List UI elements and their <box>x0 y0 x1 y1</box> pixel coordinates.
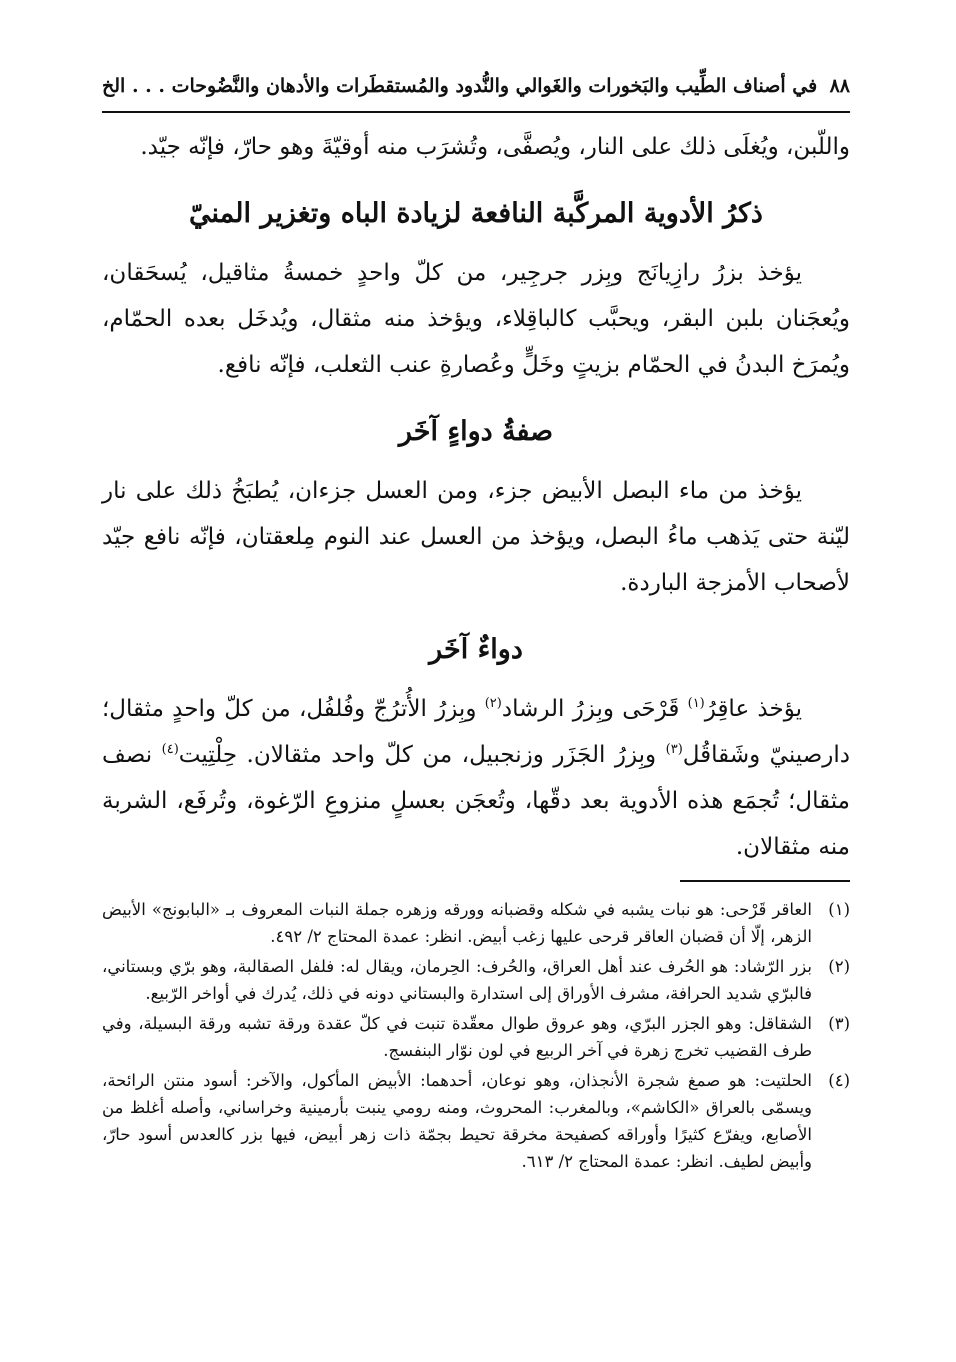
footnote-ref-4[interactable]: (٤) <box>161 742 179 757</box>
footnote-text: الحلتيت: هو صمغ شجرة الأنجذان، وهو نوعان، أحدهما: الأبيض المأكول، والآخر: أسود منتن الرائحة، ويسمّى بالعراق «الكاشم»، وبالمغرب: المحروث، ومنه رومي ينبت بأرمينية وخراساني، وأصله أغلظ من الأصابع، ويفرّع كثيرًا وأوراقه كصفيحة مخرقة تحيط بجمّة ذات زهر أبيض، فيها بزر كالعدس أسود حارّ، وأبيض لطيف. انظر: عمدة المحتاج ٢/ ٦١٣. <box>102 1071 812 1171</box>
running-header <box>102 66 850 106</box>
section-paragraph-3 <box>102 686 850 870</box>
section-paragraph-1: يؤخذ بزرُ رازِيانَج وبِزر جرجِير، من كلّ واحدٍ خمسةُ مثاقيل، يُسحَقان، ويُعجَنان بلبن البقر، ويحبَّب كالباقِلاء، ويؤخذ منه مثقال، ويُدخَل بعده الحمّام، ويُمرَخ البدنُ في الحمّام بزيتٍ وخَلٍّ وعُصارةِ عنب الثعلب، فإنّه نافع. <box>102 260 850 378</box>
footnote-number: (٣) <box>828 1014 850 1033</box>
footnote-ref-1[interactable]: (١) <box>687 696 705 711</box>
text-run: نصف مثقال؛ تُجمَع هذه الأدوية بعد دقّها، وتُعجَن بعسلٍ منزوعِ الرّغوة، وتُرفَع، الشربة منه مثقالان. <box>102 742 850 860</box>
text-run: يؤخذ عاقِرُ <box>704 696 803 722</box>
footnote-number: (٤) <box>828 1071 850 1090</box>
footnote-text: العاقر قَرْحى: هو نبات يشبه في شكله وقضبانه وورقه وزهره جملة النبات المعروف بـ «البابونج» الأبيض الزهر، إلّا أن قضبان العاقر قرحى عليها زغب أبيض. انظر: عمدة المحتاج ٢/ ٤٩٢. <box>102 900 812 946</box>
footnote-text: بزر الرّشاد: هو الحُرف عند أهل العراق، والحُرف: الحِرمان، ويقال له: فلفل الصقالبة، وهو برّي وبستاني، فالبرّي شديد الحرافة، مشرف الأوراق إلى استدارة والبستاني دونه في ذلك، يُدرك في أواخر الرّبيع. <box>102 957 812 1003</box>
header-divider <box>102 111 850 113</box>
footnote-item <box>102 1010 850 1064</box>
section-title-3: دواءٌ آخَر <box>429 634 523 665</box>
running-title: في أصناف الطِّيب والبَخورات والغَوالي والنُّدود والمُستقطَرات والأدهان والنَّضُوحات . . . الخ <box>102 75 818 97</box>
footnote-item <box>102 953 850 1007</box>
footnote-number: (١) <box>828 900 850 919</box>
footnotes <box>102 896 850 1178</box>
page-number: ٨٨ <box>829 75 850 97</box>
footnote-number: (٢) <box>828 957 850 976</box>
footnote-ref-3[interactable]: (٣) <box>665 742 683 757</box>
footnote-divider <box>680 880 850 882</box>
intro-paragraph: واللّبن، ويُغلَى ذلك على النار، ويُصفَّى، وتُشرَب منه أوقيّةَ وهو حارّ، فإنّه جيّد. <box>140 134 850 160</box>
section-title-1: ذكرُ الأدوية المركَّبة النافعة لزيادة الباه وتغزير المنيّ <box>189 198 763 229</box>
footnote-text: الشقاقل: وهو الجزر البرّي، وهو عروق طوال معقّدة تنبت في كلّ عقدة ورقة تشبه ورقة البسيلة، وفي طرف القضيب تخرج زهرة في آخر الربيع في لون نوّار البنفسج. <box>102 1014 812 1060</box>
footnote-item <box>102 1067 850 1175</box>
main-text <box>102 124 850 870</box>
text-run: وبِزرُ الأُترُجّ وفُلفُل، من كلّ واحدٍ مثقال؛ دارصينيّ وشَقاقُل <box>102 696 850 768</box>
text-run: وبِزرُ الجَزَر وزنجبيل، من كلّ واحد مثقالان. حِلْتِيت <box>178 742 666 768</box>
footnote-item <box>102 896 850 950</box>
section-title-2: صفةُ دواءٍ آخَر <box>398 416 554 447</box>
footnote-ref-2[interactable]: (٢) <box>484 696 502 711</box>
text-run: قَرْحَى وبِزرُ الرشاد <box>501 696 688 722</box>
section-paragraph-2: يؤخذ من ماء البصل الأبيض جزء، ومن العسل جزءان، يُطبَخُ ذلك على نار ليّنة حتى يَذهب ماءُ البصل، ويؤخذ من العسل عند النوم مِلعقتان، فإنّه نافع جيّد لأصحاب الأمزجة الباردة. <box>102 478 850 596</box>
